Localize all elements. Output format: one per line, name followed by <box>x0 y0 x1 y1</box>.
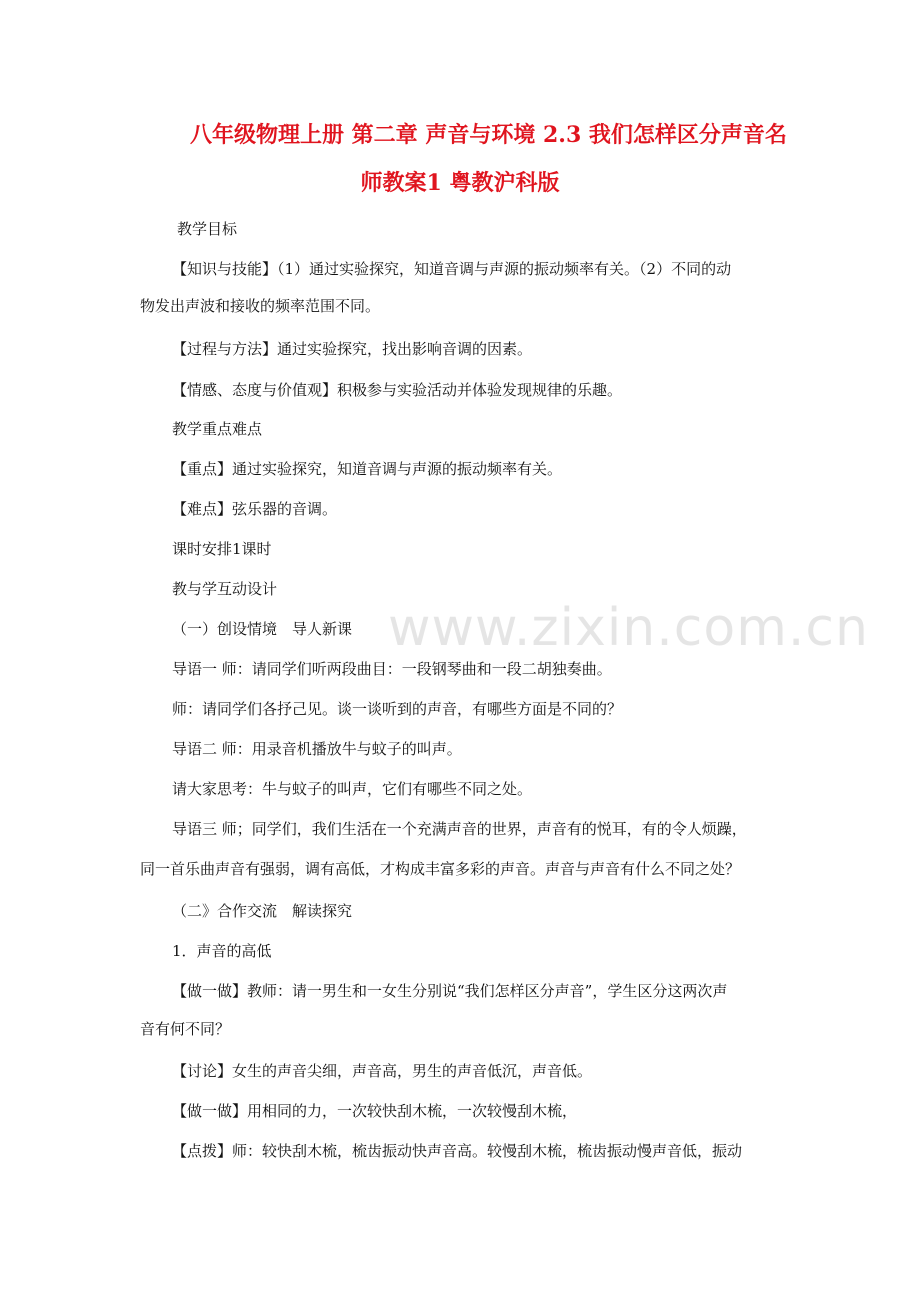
intro-one-paragraph: 导语一 师：请同学们听两段曲目：一段钢琴曲和一段二胡独奏曲。 <box>172 660 612 678</box>
difficulty-paragraph: 【难点】弦乐器的音调。 <box>172 500 338 518</box>
topic-one-heading: 1．声音的高低 <box>172 942 272 960</box>
document-title-line1: 八年级物理上册 第二章 声音与环境 2.3 我们怎样区分声音名 <box>190 122 787 148</box>
key-point-paragraph: 【重点】通过实验探究，知道音调与声源的振动频率有关。 <box>172 460 563 478</box>
knowledge-paragraph: 【知识与技能】（1）通过实验探究，知道音调与声源的振动频率有关。（2）不同的动 <box>172 260 732 278</box>
teacher-question-paragraph: 师：请同学们各抒己见。谈一谈听到的声音，有哪些方面是不同的？ <box>172 700 623 718</box>
intro-three-paragraph: 导语三 师；同学们，我们生活在一个充满声音的世界，声音有的悦耳，有的令人烦躁， <box>172 820 747 838</box>
process-paragraph: 【过程与方法】通过实验探究，找出影响音调的因素。 <box>172 340 533 358</box>
do-one-paragraph: 【做一做】教师：请一男生和一女生分别说“我们怎样区分声音”，学生区分这两次声 <box>172 982 728 1000</box>
hint-paragraph: 【点拨】师：较快刮木梳，梳齿振动快声音高。较慢刮木梳，梳齿振动慢声音低，振动 <box>172 1142 743 1160</box>
discussion-paragraph: 【讨论】女生的声音尖细，声音高，男生的声音低沉，声音低。 <box>172 1062 593 1080</box>
schedule-line: 课时安排1课时 <box>172 540 272 558</box>
section-two-heading: （二》合作交流 解读探究 <box>172 902 353 920</box>
do-one-continuation: 音有何不同？ <box>140 1020 231 1038</box>
emotion-paragraph: 【情感、态度与价值观】积极参与实验活动并体验发现规律的乐趣。 <box>172 381 623 399</box>
do-two-paragraph: 【做一做】用相同的力，一次较快刮木梳，一次较慢刮木梳， <box>172 1102 578 1120</box>
intro-three-continuation: 同一首乐曲声音有强弱，调有高低，才构成丰富多彩的声音。声音与声音有什么不同之处？ <box>140 860 741 878</box>
document-title-line2: 师教案1 粤教沪科版 <box>360 170 560 196</box>
key-points-heading: 教学重点难点 <box>172 420 263 438</box>
section-one-heading: （一）创设情境 导人新课 <box>172 620 353 638</box>
watermark-text: www.zixin.com.cn <box>388 598 869 658</box>
interaction-heading: 教与学互动设计 <box>172 580 278 598</box>
think-paragraph: 请大家思考：牛与蚊子的叫声，它们有哪些不同之处。 <box>172 780 533 798</box>
knowledge-paragraph-continuation: 物发出声波和接收的频率范围不同。 <box>140 297 381 315</box>
intro-two-paragraph: 导语二 师：用录音机播放牛与蚊子的叫声。 <box>172 740 462 758</box>
goals-heading: 教学目标 <box>177 220 238 238</box>
